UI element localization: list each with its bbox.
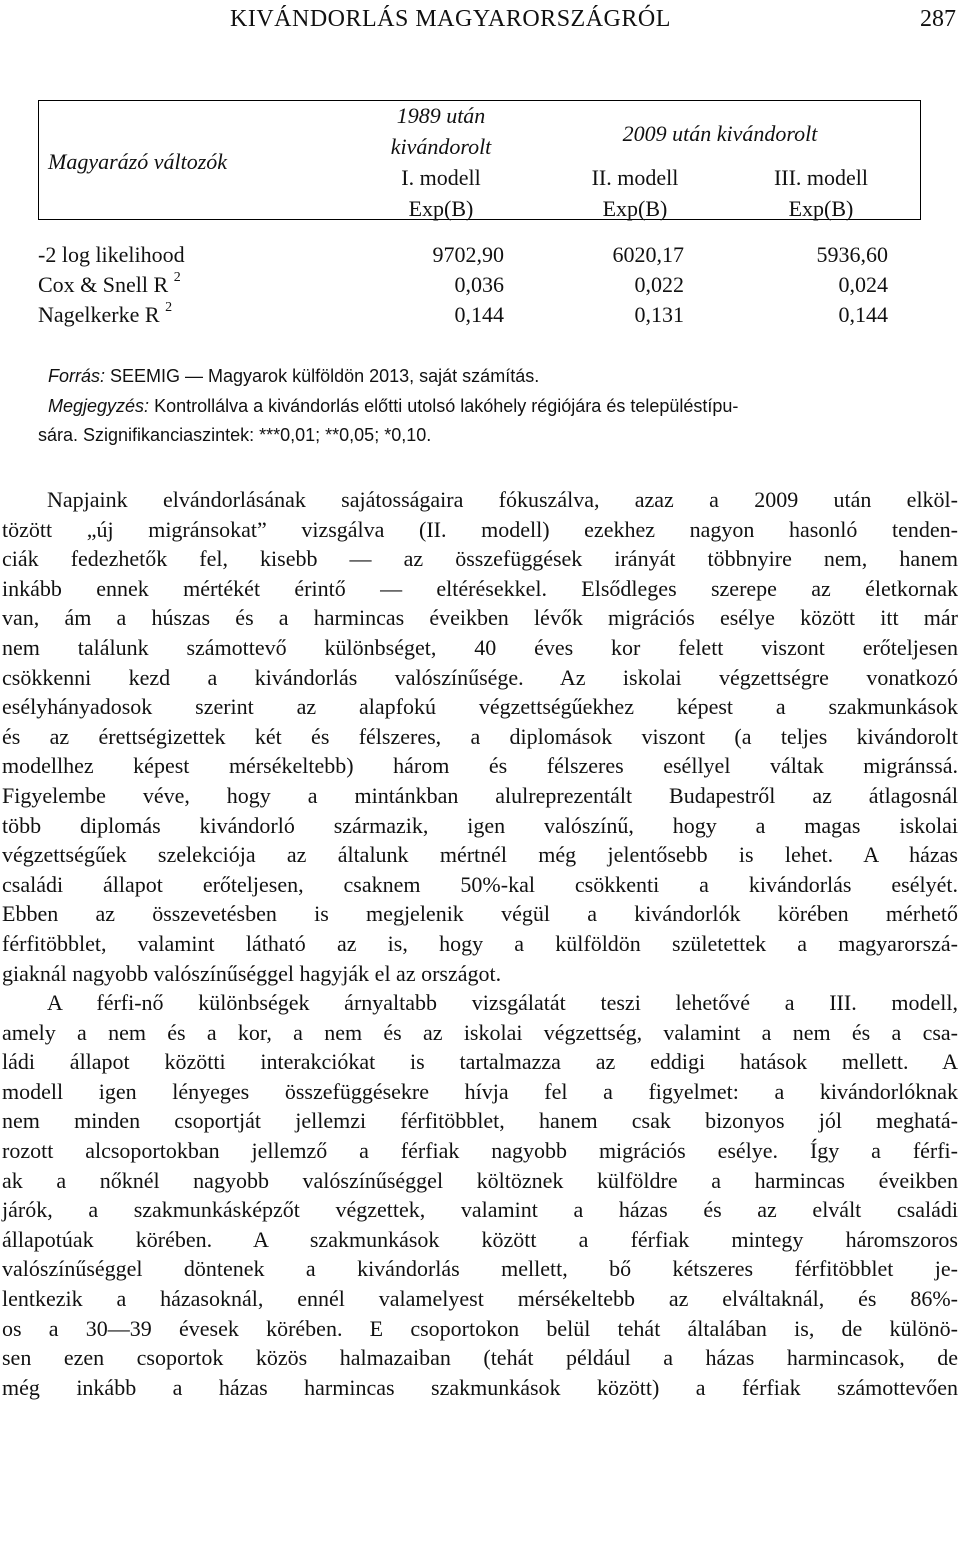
row-value-model-3: 0,024 xyxy=(838,272,888,297)
row-label: Cox & Snell R $^2$ xyxy=(38,270,181,297)
paragraph-line: ak a nőknél nagyobb valószínűséggel költöznek külföldre a harmincas éveikben xyxy=(2,1167,958,1193)
row-value-model-3: 0,144 xyxy=(838,302,888,327)
table-remark-note xyxy=(48,392,953,421)
paragraph-line: Napjaink elvándorlásának sajátosságaira fókuszálva, azaz a 2009 után elköl- xyxy=(47,487,958,512)
paragraph-line: sen ezen csoportok közös halmazaiban (tehát például a házas harmincasok, de xyxy=(2,1345,958,1371)
model-name: I. modell xyxy=(401,165,481,190)
table-remark-note-continued: sára. Szignifikanciaszintek: ***0,01; **0,05; *0,10. xyxy=(38,425,432,445)
model-name: III. modell xyxy=(773,165,869,190)
table-header-1989 xyxy=(372,100,510,162)
paragraph-line: csökkenni kezd a kivándorlás valószínűsége. Az iskolai végzettségre vonatkozó xyxy=(2,664,958,690)
paragraph-line: állapotúak körében. A szakmunkások között a férfiak mintegy háromszoros xyxy=(2,1226,958,1252)
table-header-1989-line2: kivándorolt xyxy=(390,134,492,159)
table-row xyxy=(38,299,918,330)
table-row xyxy=(38,269,918,300)
model-stat: Exp(B) xyxy=(408,196,474,221)
table-header-variables: Magyarázó változók xyxy=(48,149,228,174)
remark-text: Kontrollálva a kivándorlás előtti utolsó lakóhely régiójára és településtípu- xyxy=(149,396,739,416)
table-header-1989-line1: 1989 után xyxy=(396,103,486,128)
model-stat: Exp(B) xyxy=(602,196,668,221)
row-value-model-1: 0,144 xyxy=(454,302,504,327)
paragraph-line: és az érettségizettek két és félszeres, a diplomások viszont (a teljes kivándorolt xyxy=(2,723,958,749)
paragraph-line: modell igen lényeges összefüggésekre hívja fel a figyelmet: a kivándorlóknak xyxy=(2,1078,958,1104)
paragraph-line: modellhez képest mérsékeltebb) három és félszeres eséllyel váltak migránssá. xyxy=(2,753,958,779)
running-head xyxy=(230,2,960,36)
table-row xyxy=(38,239,918,270)
paragraph-line: több diplomás kivándorló származik, igen valószínű, hogy a magas iskolai xyxy=(2,812,958,838)
paragraph-line: ciák fedezhetők fel, kisebb — az összefüggések irányát többnyire nem, hanem xyxy=(2,546,958,572)
model-header-2 xyxy=(560,162,710,224)
paragraph-line: giaknál nagyobb valószínűséggel hagyják el az országot. xyxy=(2,960,502,986)
row-value-model-3: 5936,60 xyxy=(816,242,888,267)
paragraph-line: járók, a szakmunkásképzőt végzettek, valamint a házas és az elvált családi xyxy=(2,1197,958,1223)
model-header-1 xyxy=(372,162,510,224)
paragraph-line: esélyhányadosok szerint az alapfokú végzettségűekhez képest a szakmunkások xyxy=(2,694,958,720)
table-source-note xyxy=(48,362,953,391)
paragraph-line: végzettségűek szelekciója az általunk mértnél még jelentősebb is lehet. A házas xyxy=(2,842,958,868)
model-stat: Exp(B) xyxy=(788,196,854,221)
paragraph-line: van, ám a húszas és a harmincas éveikben lévők migrációs esélye között itt már xyxy=(2,605,958,631)
paragraph-line: ládi állapot közötti interakciókat is tartalmazza az eddigi hatások mellett. A xyxy=(2,1049,958,1075)
paragraph-line: Figyelembe véve, hogy a mintánkban alulreprezentált Budapestről az átlagosnál xyxy=(2,782,958,808)
paragraph-line: tözött „új migránsokat” vizsgálva (II. modell) ezekhez nagyon hasonló tenden- xyxy=(2,516,958,542)
row-label: -2 log likelihood xyxy=(38,242,185,267)
paragraph-line: valószínűséggel döntenek a kivándorlás mellett, bő kétszeres férfitöbblet je- xyxy=(2,1256,958,1282)
remark-label: Megjegyzés: xyxy=(48,396,150,416)
table-header-2009: 2009 után kivándorolt xyxy=(622,121,818,146)
paragraph-line: férfitöbblet, valamint látható az is, hogy a külföldön születettek a magyarorszá- xyxy=(2,930,958,956)
paragraph-line: Ebben az összevetésben is megjelenik végül a kivándorlók körében mérhető xyxy=(2,901,958,927)
paragraph-line: rozott alcsoportokban jellemző a férfiak nagyobb migrációs esélye. Így a férfi- xyxy=(2,1138,958,1164)
body-text xyxy=(0,485,960,1402)
paragraph-line: még inkább a házas harmincas szakmunkások között) a férfiak számottevően xyxy=(2,1374,958,1400)
model-name: II. modell xyxy=(591,165,679,190)
running-title: KIVÁNDORLÁS MAGYARORSZÁGRÓL xyxy=(230,6,671,32)
paragraph-line: lentkezik a házasoknál, ennél valamelyest mérsékeltebb az elváltaknál, és 86%- xyxy=(2,1286,958,1312)
paragraph-line: os a 30—39 évesek körében. E csoportokon belül tehát általában is, de különö- xyxy=(2,1315,958,1341)
row-value-model-2: 6020,17 xyxy=(612,242,684,267)
source-label: Forrás: xyxy=(48,366,106,386)
row-value-model-1: 9702,90 xyxy=(432,242,504,267)
paragraph-line: A férfi-nő különbségek árnyaltabb vizsgálatát teszi lehetővé a III. modell, xyxy=(47,990,958,1016)
page-number: 287 xyxy=(920,6,956,32)
paragraph-line: nem találunk számottevő különbséget, 40 éves kor felett viszont erőteljesen xyxy=(2,634,958,660)
paragraph-line: családi állapot erőteljesen, csaknem 50%-kal csökkenti a kivándorlás esélyét. xyxy=(2,871,958,897)
row-value-model-1: 0,036 xyxy=(454,272,504,297)
paragraph-line: inkább ennek mértékét érintő — eltérésekkel. Elsődleges szerepe az életkornak xyxy=(2,575,958,601)
row-value-model-2: 0,131 xyxy=(634,302,684,327)
source-text: SEEMIG — Magyarok külföldön 2013, saját számítás. xyxy=(105,366,540,386)
row-label: Nagelkerke R $^2$ xyxy=(38,300,173,327)
paragraph-line: amely a nem és a kor, a nem és az iskolai végzettség, valamint a nem és a csa- xyxy=(2,1019,958,1045)
row-value-model-2: 0,022 xyxy=(634,272,684,297)
paragraph-line: nem minden csoportját jellemzi férfitöbblet, hanem csak bizonyos jól meghatá- xyxy=(2,1108,958,1134)
model-header-3 xyxy=(742,162,900,224)
